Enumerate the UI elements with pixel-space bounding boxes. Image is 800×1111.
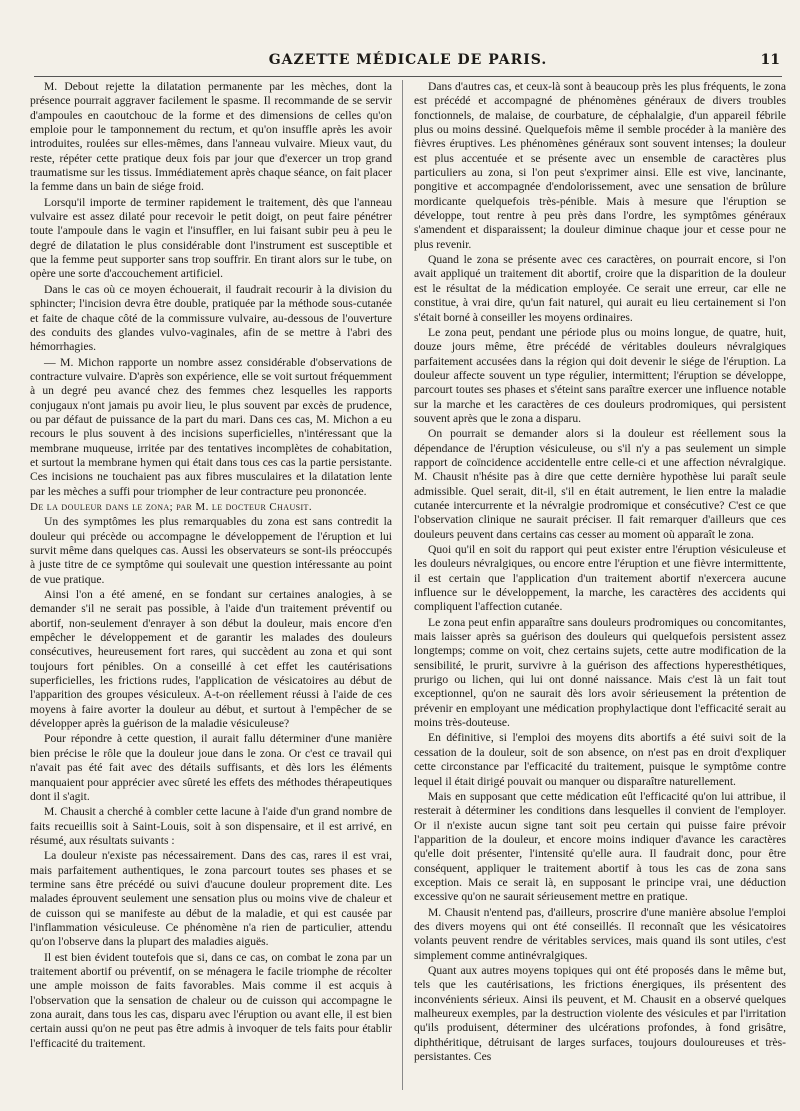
paragraph: Le zona peut, pendant une période plus ou moins longue, de quatre, huit, douze jours même, être précédé de véritables douleurs névralgiques parfaitement accusées dans la région qui doit devenir le siége de l'éruption. La douleur affecte souvent un type régulier, intermittent; l'éruption se développe, parcourt toutes ses phases et s'éteint sans paraître exercer une influence notable sur la marche et les caractères de ces douleurs prodromiques, qui persistent souvent après que le zona a disparu. bbox=[414, 325, 786, 425]
paragraph: M. Chausit n'entend pas, d'ailleurs, proscrire d'une manière absolue l'emploi des divers moyens qui ont été conseillés. Il reconnaît que les vésicatoires volants peuvent rendre de véritables services, mais quand ils sont utiles, c'est simplement comme antinévralgiques. bbox=[414, 905, 786, 962]
section-title bbox=[30, 500, 392, 514]
paragraph: Ainsi l'on a été amené, en se fondant sur certaines analogies, à se demander s'il ne serait pas possible, à l'aide d'un traitement préventif ou abortif, non-seulement d'enrayer à son début la douleur, mais encore d'en empêcher le développement et de garantir les malades des douleurs consécutives, heureusement fort rares, qui succèdent au zona et qui sont toujours fort pénibles. On a conseillé à cet effet les cautérisations superficielles, les frictions rudes, l'application de vésicatoires au début de l'apparition des groupes vésiculeux. A-t-on réellement réussi à l'aide de ces moyens à faire avorter la douleur au début, et surtout à l'empêcher de se développer après la guérison de la maladie vésiculeuse? bbox=[30, 588, 392, 731]
right-column bbox=[414, 80, 786, 1090]
paragraph: Mais en supposant que cette médication eût l'efficacité qu'on lui attribue, il resterait à déterminer les conditions dans lesquelles il convient de l'employer. Or il n'existe aucun signe tant soit peu certain qui puisse faire prévoir l'apparition de la douleur, et encore moins indiquer d'avance les caractères qu'elle doit présenter, l'intensité qu'elle aura. Il faudrait donc, pour être conséquent, appliquer le traitement abortif à tous les cas de zona sans exception. Mais ce serait là, en supposant le principe vrai, une déduction excessive qu'on ne saurait sérieusement mettre en pratique. bbox=[414, 789, 786, 904]
page-header bbox=[36, 52, 780, 74]
left-column bbox=[30, 80, 392, 1090]
paragraph: Lorsqu'il importe de terminer rapidement le traitement, dès que l'anneau vulvaire est assez dilaté pour recevoir le petit doigt, on peut faire pénétrer toute l'ampoule dans le vagin et l'insuffler, en lui faisant subir peu à peu le degré de dilatation le plus considérable dont l'instrument est susceptible et que la femme peut supporter sans trop souffrir. En tirant alors sur le tube, on opère une sorte d'accouchement artificiel. bbox=[30, 195, 392, 281]
paragraph: M. Chausit a cherché à combler cette lacune à l'aide d'un grand nombre de faits recueillis soit à Saint-Louis, soit à son dispensaire, et il est arrivé, en résumé, aux résultats suivants : bbox=[30, 805, 392, 847]
paragraph: On pourrait se demander alors si la douleur est réellement sous la dépendance de l'éruption vésiculeuse, ou s'il n'y a pas seulement un simple rapport de coïncidence accidentelle entre celle-ci et une affection névralgique. M. Chausit n'hésite pas à dire que cette dernière hypothèse lui paraît seule admissible. Quel serait, dit-il, s'il en était autrement, le lien entre la maladie cutanée intercurrente et la névralgie prodromique et consécutive? C'est ce que l'observation clinique ne saurait préciser. Il fait remarquer d'ailleurs que ces douleurs peuvent dans certains cas cesser au moment où apparaît le zona. bbox=[414, 427, 786, 541]
paragraph: M. Debout rejette la dilatation permanente par les mèches, dont la présence pourrait aggraver facilement le spasme. Il recommande de se servir d'ampoules en caoutchouc de la forme et des dimensions de celles qu'on emploie pour le tamponnement du rectum, et qu'on insuffle après les avoir introduites, roulées sur elles-mêmes, dans l'anneau vulvaire. Mieux vaut, du reste, répéter cette pratique deux fois par jour que d'exercer un trop grand traumatisme sur les tissus. Immédiatement après chaque séance, on fait placer la femme dans un bain de siége froid. bbox=[30, 80, 392, 194]
page-number: 11 bbox=[760, 52, 780, 68]
paragraph: Dans d'autres cas, et ceux-là sont à beaucoup près les plus fréquents, le zona est précédé et accompagné de phénomènes généraux de divers troubles fonctionnels, de malaise, de courbature, de céphalalgie, d'un appareil fébrile plus ou moins dessiné. Quelquefois même il semble procéder à la manière des fièvres éruptives. Les phénomènes généraux sont souvent intenses; la douleur est plus accentuée et se présente avec un ensemble de caractères plus particuliers au zona, si l'on peut s'exprimer ainsi. Elle est vive, lancinante, pongitive et accompagnée d'endolorissement, avec une sensation de brûlure mordicante quelquefois très-pénible. Mais à mesure que l'éruption se développe, tout rentre à peu près dans l'ordre, les symptômes généraux s'amendent et disparaissent; la douleur diminue chaque jour et cesse pour ne plus revenir. bbox=[414, 80, 786, 251]
header-rule bbox=[34, 76, 782, 77]
paragraph: Dans le cas où ce moyen échouerait, il faudrait recourir à la division du sphincter; l'incision devra être double, pratiquée par la méthode sous-cutanée et faite de chaque côté de la commissure vulvaire, au-dessous de l'ouverture des conduits des glandes vulvo-vaginales, afin de se mettre à l'abri des hémorrhagies. bbox=[30, 282, 392, 354]
paragraph: Le zona peut enfin apparaître sans douleurs prodromiques ou concomitantes, mais laisser après sa guérison des douleurs qui quelquefois persistent assez longtemps; comme on voit, chez certains sujets, cette autre modification de la sensibilité, le prurit, survivre à la guérison des affections hyperesthétiques, prurigo ou lichen, qui lui ont donné naissance. Mais c'est là un fait tout exceptionnel, qu'on ne saurait dès lors avoir sérieusement la prétention de prévenir en employant une médication prophylactique dont l'efficacité serait au moins très-douteuse. bbox=[414, 615, 786, 730]
journal-title: GAZETTE MÉDICALE DE PARIS. bbox=[268, 52, 548, 68]
paragraph: Un des symptômes les plus remarquables du zona est sans contredit la douleur qui précède ou accompagne le développement de l'éruption et lui survit même dans quelques cas. Aussi les observateurs se sont-ils préoccupés à juste titre de ce symptôme qui soulevait une question intéressante au point de vue pratique. bbox=[30, 515, 392, 586]
section-author: Chausit. bbox=[269, 500, 312, 513]
column-divider bbox=[402, 80, 403, 1090]
paragraph: Quant aux autres moyens topiques qui ont été proposés dans le même but, tels que les cautérisations, les frictions énergiques, ils présentent des inconvénients sérieux. Ainsi ils peuvent, et M. Chausit en a observé quelques malheureux exemples, par la destruction violente des vésicules et par l'irritation qu'ils produisent, déterminer des ulcérations profondes, à fond grisâtre, diphthéritique, détruisant de larges surfaces, toujours douloureuses et très-persistantes. Ces bbox=[414, 963, 786, 1064]
paragraph: Il est bien évident toutefois que si, dans ce cas, on combat le zona par un traitement abortif ou préventif, on se ménagera le facile triomphe de récolter une ample moisson de faits favorables. Mais comme il est acquis à l'observation que la sensation de chaleur ou de cuisson qui accompagne le zona aurait, dans tous les cas, disparu avec l'éruption ou avant elle, il est bien certain aussi qu'on ne peut pas être admis à invoquer de tels faits pour établir l'efficacité du traitement. bbox=[30, 950, 392, 1050]
section-title-text: De la douleur dans le zona; par M. le docteur bbox=[30, 500, 267, 513]
paragraph: — M. Michon rapporte un nombre assez considérable d'observations de contracture vulvaire. D'après son expérience, elle se voit surtout fréquemment à un degré peu avancé chez des femmes chez lesquelles les rapports conjugaux n'ont jamais pu avoir lieu, le plus souvent par excès de prudence, ou par défaut de puissance de la part du mari. Dans ces cas, M. Michon a eu recours le plus souvent à des incisions superficielles, n'intéressant que la membrane muqueuse, irritée par des tentatives incomplètes de cohabitation, et surtout la membrane hymen qui était dans tous ces cas la partie persistante. Ces incisions ne touchaient pas aux fibres musculaires et la dilatation lente par les mèches a suffi pour triompher de leur contracture peu prononcée. bbox=[30, 355, 392, 498]
paragraph: Quand le zona se présente avec ces caractères, on pourrait encore, si l'on avait appliqué un traitement dit abortif, croire que la disparition de la douleur est le résultat de la médication employée. Ce serait une erreur, car elle ne constitue, à vrai dire, qu'un fait naturel, qui aurait eu lieu certainement si l'on s'était borné à conseiller les moyens ordinaires. bbox=[414, 253, 786, 324]
paragraph: Pour répondre à cette question, il aurait fallu déterminer d'une manière bien précise le rôle que la douleur joue dans le zona. Or c'est ce travail qui n'avait pas été fait avec des détails suffisants, et dès lors les éléments manquaient pour apprécier avec sûreté les effets des méthodes thérapeutiques dont il s'agit. bbox=[30, 732, 392, 803]
paragraph: En définitive, si l'emploi des moyens dits abortifs a été suivi soit de la cessation de la douleur, soit de son absence, on n'est pas en droit d'expliquer cette circonstance par l'efficacité du traitement, puisque le symptôme contre lequel il était dirigé pouvait ou manquer ou disparaître naturellement. bbox=[414, 731, 786, 788]
paragraph: Quoi qu'il en soit du rapport qui peut exister entre l'éruption vésiculeuse et les douleurs névralgiques, ou encore entre l'éruption et une fièvre intermittente, il est certain que l'application d'un traitement abortif n'exercera aucune influence sur le développement, la marche, les caractères des accidents qui compliquent l'affection cutanée. bbox=[414, 543, 786, 614]
paragraph: La douleur n'existe pas nécessairement. Dans des cas, rares il est vrai, mais parfaitement authentiques, le zona parcourt toutes ses phases et se termine sans être précédé ou suivi d'aucune douleur proprement dite. Les malades éprouvent seulement une sensation plus ou moins vive de chaleur et de cuisson qui se manifeste au début de la maladie, et qui est causée par l'inflammation vésiculeuse. Ce phénomène n'a rien de particulier, attendu qu'on l'observe dans la plupart des maladies aiguës. bbox=[30, 849, 392, 949]
